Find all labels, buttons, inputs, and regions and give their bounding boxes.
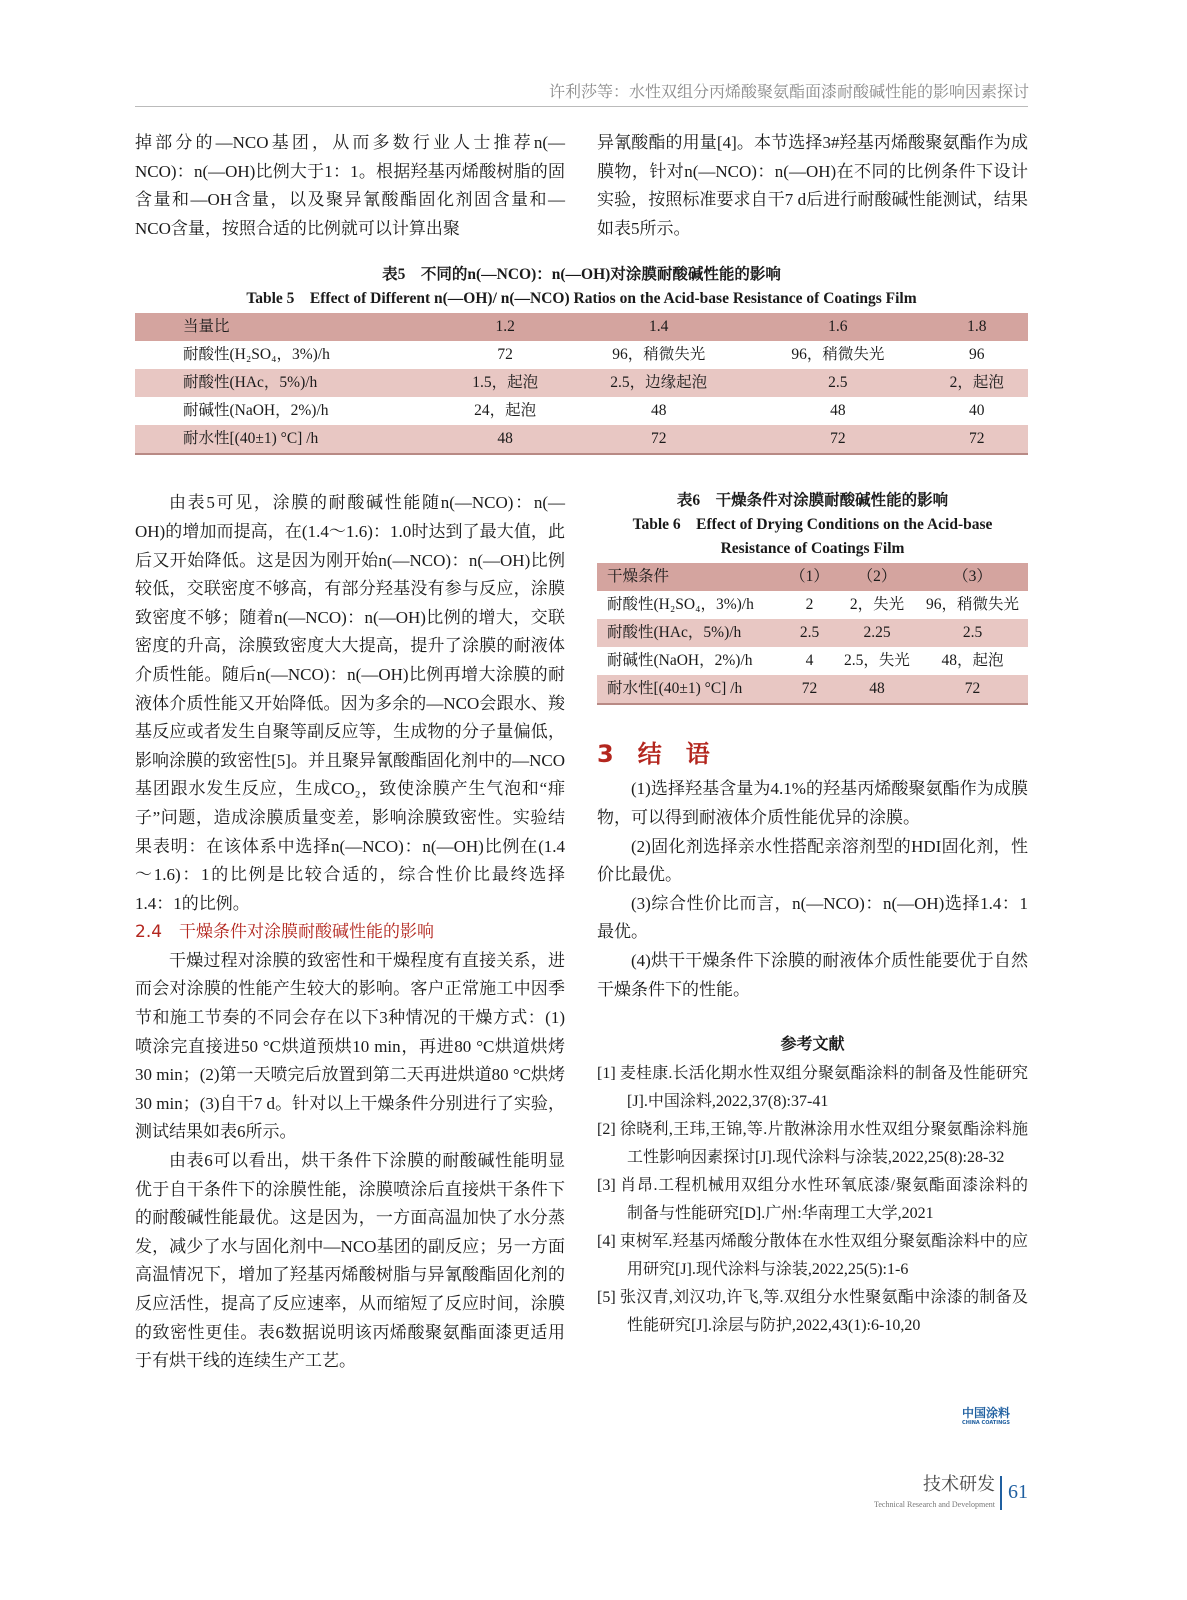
table6-caption-cn: 表6 干燥条件对涂膜耐酸碱性能的影响 <box>676 492 949 510</box>
table-cell: 48 <box>837 675 917 704</box>
reference-item: [1] 麦桂康.长活化期水性双组分聚氨酯涂料的制备及性能研究[J].中国涂料,2022,37(8):37-41 <box>597 1065 1028 1111</box>
conclusion-item: (1)选择羟基含量为4.1%的羟基丙烯酸聚氨酯作为成膜物，可以得到耐液体介质性能优异的涂膜。 <box>597 779 1028 827</box>
table-cell: 2，失光 <box>837 591 917 619</box>
table-cell: （2） <box>837 563 917 591</box>
references-heading: 参考文献 <box>780 1036 845 1054</box>
table-cell: 耐酸性(HAc，5%)/h <box>135 369 443 397</box>
table5-caption-en: Table 5 Effect of Different n(—OH)/ n(—NCO) Ratios on the Acid-base Resistance of Coatings Film <box>246 290 917 308</box>
table-row <box>597 647 1028 675</box>
table-cell: 1.5，起泡 <box>443 369 567 397</box>
section-heading-2-4: 2.4 干燥条件对涂膜耐酸碱性能的影响 <box>135 922 435 943</box>
table-cell: 72 <box>917 675 1028 704</box>
table-cell: 1.2 <box>443 313 567 341</box>
table-cell: 72 <box>926 425 1028 454</box>
table-cell: 72 <box>750 425 925 454</box>
conclusion-item: (4)烘干干燥条件下涂膜的耐液体介质性能要优于自然干燥条件下的性能。 <box>597 950 1028 999</box>
logo-en: CHINA COATINGS <box>962 1420 1010 1426</box>
header-rule <box>135 106 1028 107</box>
table-cell: 48，起泡 <box>917 647 1028 675</box>
table6 <box>597 563 1028 705</box>
reference-item: [3] 肖昂.工程机械用双组分水性环氧底漆/聚氨酯面漆涂料的制备与性能研究[D].广州:华南理工大学,2021 <box>597 1177 1028 1223</box>
table-cell: 96，稍微失光 <box>917 591 1028 619</box>
table-cell: 72 <box>567 425 750 454</box>
top-left-paragraph: 掉部分的—NCO基团，从而多数行业人士推荐n(—NCO)：n(—OH)比例大于1：1。根据羟基丙烯酸树脂的固含量和—OH含量，以及聚异氰酸酯固化剂固含量和—NCO含量，按照合适的比例就可以计算出聚 <box>135 133 565 238</box>
table-cell: 72 <box>782 675 837 704</box>
table-cell: 2，起泡 <box>926 369 1028 397</box>
table-cell: 96，稍微失光 <box>567 341 750 369</box>
table-cell: 干燥条件 <box>597 563 782 591</box>
table5 <box>135 313 1028 455</box>
table6-caption-en-line2: Resistance of Coatings Film <box>720 540 905 558</box>
table-cell: 24，起泡 <box>443 397 567 425</box>
right-column <box>597 489 1028 1340</box>
table-cell: 1.4 <box>567 313 750 341</box>
table-cell: 2.5 <box>750 369 925 397</box>
table-cell: 96 <box>926 341 1028 369</box>
paragraph: 由表5可见，涂膜的耐酸碱性能随n(—NCO)：n(—OH)的增加而提高，在(1.4～1.6)：1.0时达到了最大值，此后又开始降低。这是因为刚开始n(—NCO)：n(—OH)比例较低，交联密度不够高，有部分羟基没有参与反应，涂膜致密度不够；随着n(—NCO)：n(—OH)比例的增大，交联密度的升高，涂膜致密度大大提高，提升了涂膜的耐液体介质性能。随后n(—NCO)：n(—OH)比例再增大涂膜的耐液体介质性能又开始降低。因为多余的—NCO会跟水、羧基反应或者发生自聚等副反应等，生成物的分子量偏低，影响涂膜的致密性[5]。并且聚异氰酸酯固化剂中的—NCO基团跟水发生反应，生成CO₂，致使涂膜产生气泡和“痱子”问题，造成涂膜质量变差，影响涂膜致密性。实验结果表明：在该体系中选择n(—NCO)：n(—OH)比例在(1.4～1.6)：1的比例是比较合适的，综合性价比最终选择1.4：1的比例。 <box>135 493 565 913</box>
table-cell: （3） <box>917 563 1028 591</box>
conclusion-item: (3)综合性价比而言，n(—NCO)：n(—OH)选择1.4：1最优。 <box>597 893 1028 942</box>
table-cell: 耐碱性(NaOH，2%)/h <box>135 397 443 425</box>
table-row <box>597 563 1028 591</box>
page-number: 61 <box>1008 1481 1028 1503</box>
footer-section-cn: 技术研发 <box>923 1474 995 1495</box>
table-row <box>597 675 1028 704</box>
table-row <box>597 619 1028 647</box>
table-cell: 48 <box>750 397 925 425</box>
table-cell: 耐水性[(40±1) °C] /h <box>135 425 443 454</box>
table5-caption-cn: 表5 不同的n(—NCO)：n(—OH)对涂膜耐酸碱性能的影响 <box>382 266 781 284</box>
table-cell: 2.5 <box>782 619 837 647</box>
paragraph: 由表6可以看出，烘干条件下涂膜的耐酸碱性能明显优于自干条件下的涂膜性能，涂膜喷涂后直接烘干条件下的耐酸碱性能最优。这是因为，一方面高温加快了水分蒸发，减少了水与固化剂中—NCO基团的副反应；另一方面高温情况下，增加了羟基丙烯酸树脂与异氰酸酯固化剂的反应活性，提高了反应速率，从而缩短了反应时间，涂膜的致密性更佳。表6数据说明该丙烯酸聚氨酯面漆更适用于有烘干线的连续生产工艺。 <box>135 1151 565 1371</box>
table-row <box>597 591 1028 619</box>
table-cell: 耐酸性(H₂SO₄，3%)/h <box>135 341 443 369</box>
left-column <box>135 489 565 1375</box>
table-row <box>135 425 1028 454</box>
top-right-paragraph: 异氰酸酯的用量[4]。本节选择3#羟基丙烯酸聚氨酯作为成膜物，针对n(—NCO)：n(—OH)在不同的比例条件下设计实验，按照标准要求自干7 d后进行耐酸碱性能测试，结果如表5所示。 <box>597 133 1028 238</box>
table-cell: 48 <box>443 425 567 454</box>
table-cell: 耐碱性(NaOH，2%)/h <box>597 647 782 675</box>
table-cell: 40 <box>926 397 1028 425</box>
table-cell: 当量比 <box>135 313 443 341</box>
paragraph: 干燥过程对涂膜的致密性和干燥程度有直接关系，进而会对涂膜的性能产生较大的影响。客户正常施工中因季节和施工节奏的不同会存在以下3种情况的干燥方式：(1)喷涂完直接进50 °C烘道预烘10 min，再进80 °C烘道烘烤30 min；(2)第一天喷完后放置到第二天再进烘道80 °C烘烤30 min；(3)自干7 d。针对以上干燥条件分别进行了实验，测试结果如表6所示。 <box>135 950 565 1142</box>
reference-item: [5] 张汉青,刘汉功,许飞,等.双组分水性聚氨酯中涂漆的制备及性能研究[J].涂层与防护,2022,43(1):6-10,20 <box>597 1289 1028 1335</box>
logo-cn: 中国涂料 <box>962 1406 1011 1420</box>
table6-caption-en-line1: Table 6 Effect of Drying Conditions on the Acid-base <box>632 516 993 534</box>
table-cell: 耐酸性(HAc，5%)/h <box>597 619 782 647</box>
table-cell: 2.5 <box>917 619 1028 647</box>
china-coatings-logo <box>962 1406 1010 1427</box>
conclusion-item: (2)固化剂选择亲水性搭配亲溶剂型的HDI固化剂，性价比最优。 <box>597 836 1028 885</box>
footer-divider <box>1000 1476 1002 1510</box>
main-content <box>135 129 1028 1376</box>
top-paragraphs <box>135 129 1028 243</box>
table-cell: 96，稍微失光 <box>750 341 925 369</box>
footer-section-en: Technical Research and Development <box>874 1500 995 1509</box>
two-column-body <box>135 489 1028 1375</box>
table-cell: （1） <box>782 563 837 591</box>
table-cell: 2.5，失光 <box>837 647 917 675</box>
table-row <box>135 369 1028 397</box>
table-cell: 耐水性[(40±1) °C] /h <box>597 675 782 704</box>
table-cell: 耐酸性(H₂SO₄，3%)/h <box>597 591 782 619</box>
conclusion-list <box>597 775 1028 1004</box>
table-cell: 48 <box>567 397 750 425</box>
section-heading-3: 3 结 语 <box>597 740 710 769</box>
table-row <box>135 313 1028 341</box>
table-cell: 1.8 <box>926 313 1028 341</box>
running-header: 许利莎等：水性双组分丙烯酸聚氨酯面漆耐酸碱性能的影响因素探讨 <box>548 82 1029 101</box>
references-list <box>597 1060 1028 1340</box>
table-cell: 1.6 <box>750 313 925 341</box>
table-cell: 2.5，边缘起泡 <box>567 369 750 397</box>
reference-item: [4] 束树军.羟基丙烯酸分散体在水性双组分聚氨酯涂料中的应用研究[J].现代涂料与涂装,2022,25(5):1-6 <box>597 1233 1028 1279</box>
table-cell: 4 <box>782 647 837 675</box>
table-row <box>135 341 1028 369</box>
table-cell: 2.25 <box>837 619 917 647</box>
table-cell: 72 <box>443 341 567 369</box>
table-row <box>135 397 1028 425</box>
table-cell: 2 <box>782 591 837 619</box>
reference-item: [2] 徐晓利,王玮,王锦,等.片散淋涂用水性双组分聚氨酯涂料施工性影响因素探讨[J].现代涂料与涂装,2022,25(8):28-32 <box>597 1121 1028 1167</box>
